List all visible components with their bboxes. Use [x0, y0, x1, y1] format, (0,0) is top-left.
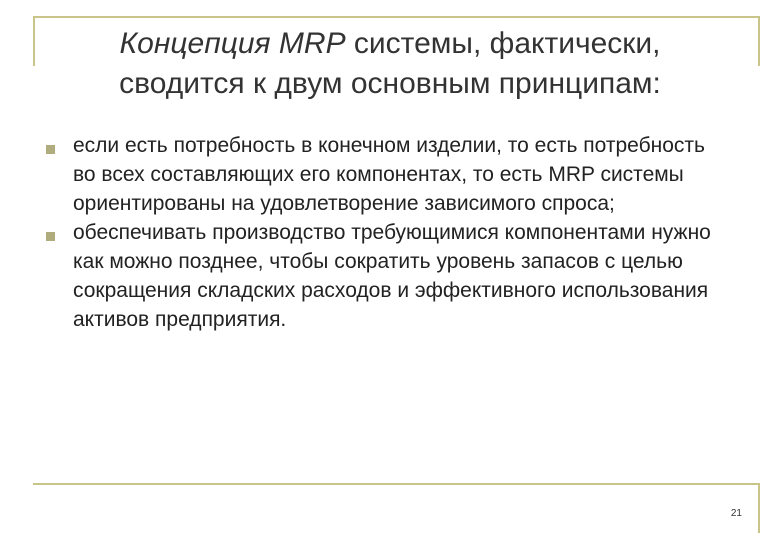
right-frame-line: [758, 16, 760, 66]
title-lead: Концепция MRP: [119, 27, 346, 60]
square-bullet-icon: [46, 145, 55, 154]
list-item: [46, 131, 736, 218]
bullet-text: если есть потребность в конечном изделии, то есть потребность во всех составляющих его компонентах, то есть MRP системы ориентированы на удовлетворение зависимого спроса;: [73, 134, 705, 215]
bullet-list: [46, 131, 736, 334]
bullet-text: обеспечивать производство требующимися компонентами нужно как можно позднее, чтобы сократить уровень запасов с целью сокращения складских расходов и эффективного использования активов предприятия.: [73, 221, 711, 331]
page-number: 21: [730, 508, 742, 519]
top-frame-line: [33, 16, 760, 18]
left-frame-line: [33, 16, 35, 66]
title-line2: сводится к двум основным принципам:: [119, 67, 661, 100]
bottom-right-frame-line: [758, 483, 760, 533]
bottom-frame-line: [33, 483, 760, 485]
slide-title: [40, 24, 740, 104]
list-item: [46, 218, 736, 334]
title-line1-rest: системы, фактически,: [345, 27, 661, 60]
square-bullet-icon: [46, 232, 55, 241]
